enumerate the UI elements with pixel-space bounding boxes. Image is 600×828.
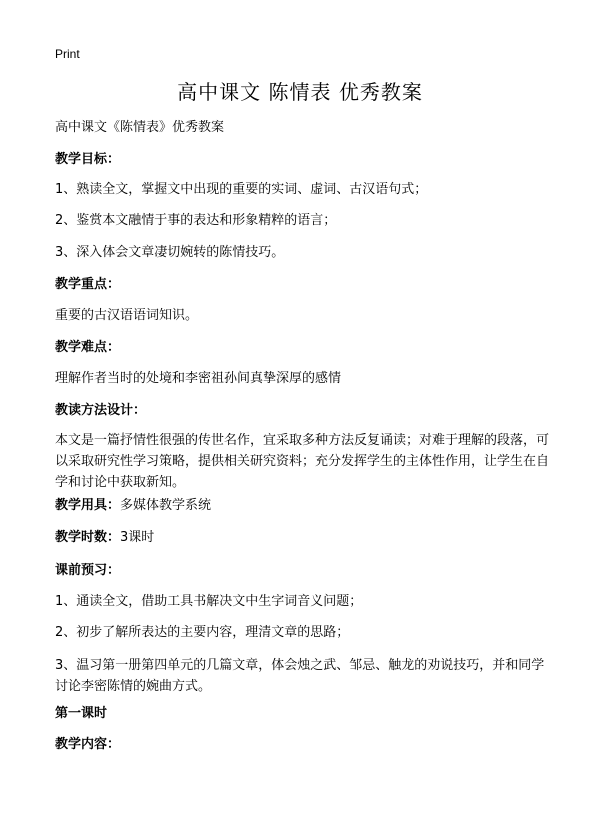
document-subtitle: 高中课文《陈情表》优秀教案 [55,120,225,135]
difficulties-heading: 教学难点： [55,340,121,355]
difficulties-text: 理解作者当时的处境和李密祖孙间真挚深厚的感情 [55,371,342,386]
objective-item: 1、熟读全文，掌握文中出现的重要的实词、虚词、古汉语句式； [55,182,428,197]
hours-label: 教学时数： [55,530,121,545]
hours-value: 3课时 [120,530,155,545]
key-points-heading: 教学重点： [55,277,121,292]
method-paragraph: 本文是一篇抒情性很强的传世名作，宜采取多种方法反复诵读；对难于理解的段落，可以采取研究性学习策略，提供相关研究资料；充分发挥学生的主体性作用，让学生在自学和讨论中获取新知。 [55,433,550,490]
preview-item: 1、通读全文，借助工具书解决文中生字词音义问题； [55,594,363,609]
hours-line [55,530,154,546]
preview-item: 3、温习第一册第四单元的几篇文章，体会烛之武、邹忌、触龙的劝说技巧，并和同学讨论李密陈情的婉曲方式。 [55,658,545,694]
objectives-heading: 教学目标： [55,152,121,167]
objective-item: 3、深入体会文章凄切婉转的陈情技巧。 [55,245,285,260]
print-label: Print [55,47,80,61]
preview-item: 2、初步了解所表达的主要内容，理清文章的思路； [55,625,350,640]
preview-heading: 课前预习： [55,563,121,578]
key-points-text: 重要的古汉语语词知识。 [55,308,199,323]
content-heading: 教学内容： [55,737,121,752]
method-heading: 教读方法设计： [55,403,147,418]
first-lesson-heading: 第一课时 [55,706,108,721]
tools-line [55,498,211,514]
tools-label: 教学用具： [55,498,121,513]
objective-item: 2、鉴赏本文融情于事的表达和形象精粹的语言； [55,213,337,228]
page-title: 高中课文 陈情表 优秀教案 [177,80,423,104]
tools-value: 多媒体教学系统 [120,498,212,513]
